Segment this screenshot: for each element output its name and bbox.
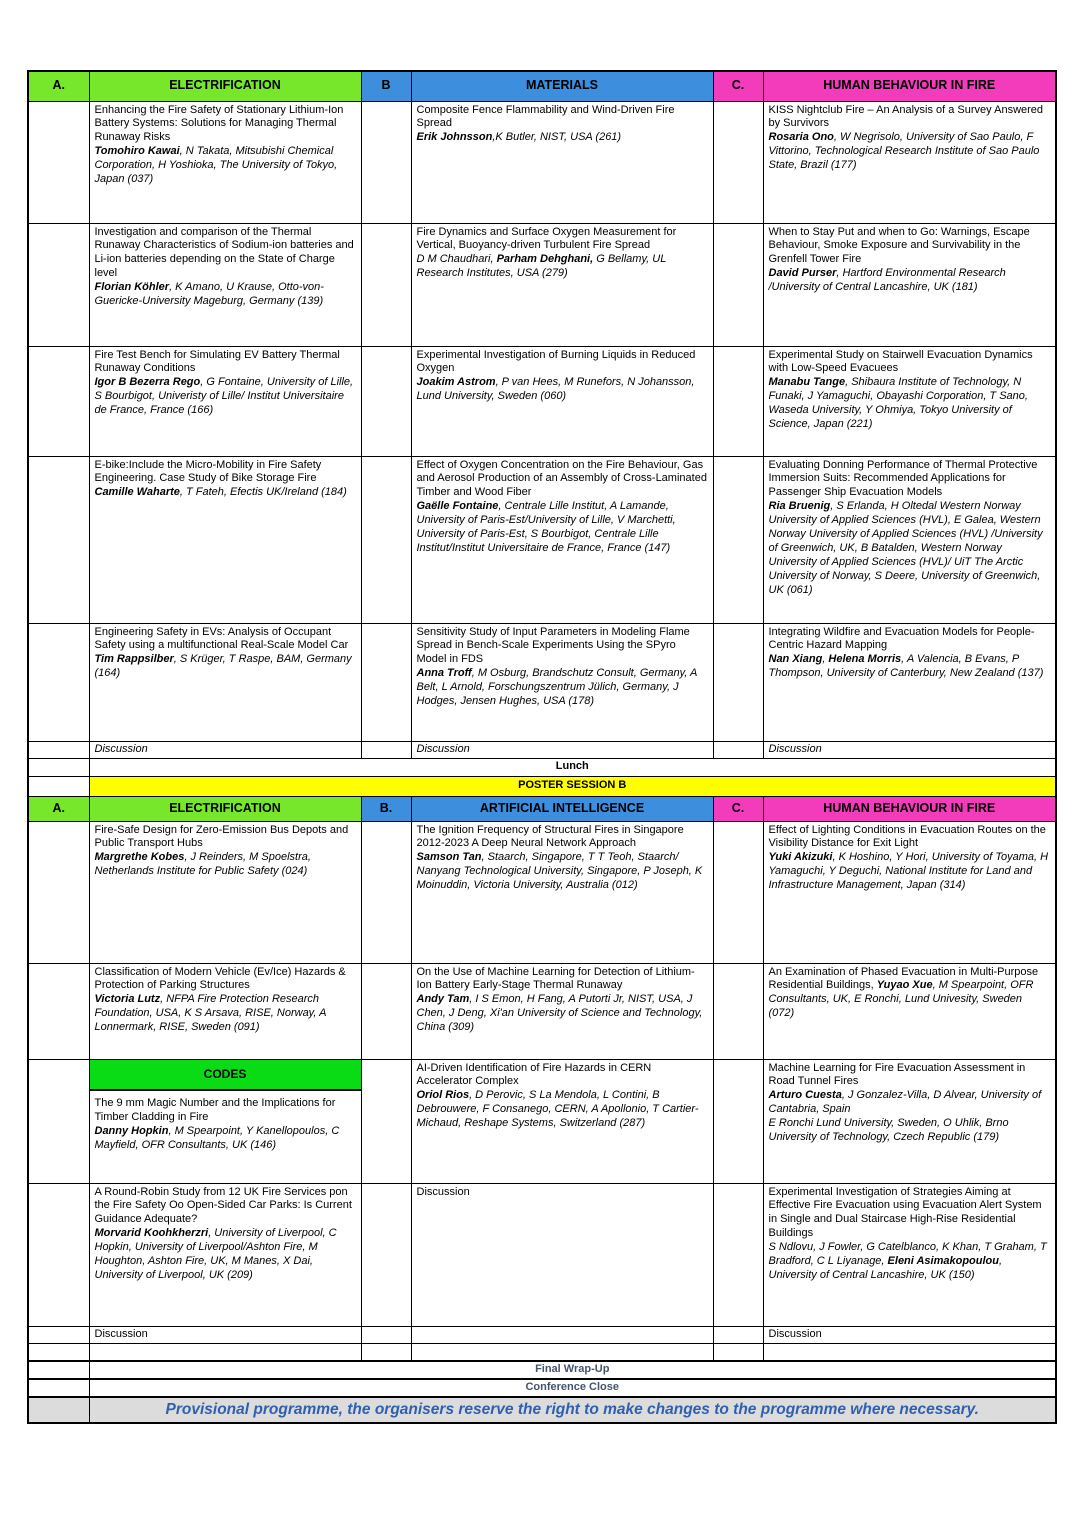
paper-text: , S Erlanda, H Oltedal Western Norway University of Applied Sciences (HVL), E Galea, Western Norway University of Applied Sciences (HVL) /University of Greenwich, UK, B Batalden, Western Norway University of Applied Sciences (HVL)/ UiT The Arctic University of Norway, S Deere, University of Greenwich, UK (061) (768, 500, 1043, 597)
track-letter-c: C. (713, 71, 763, 101)
final-wrap-up-row: Final Wrap-Up (89, 1361, 1056, 1379)
table-row (28, 346, 1056, 456)
poster-session-b-row: POSTER SESSION B (89, 776, 1056, 796)
paper-text: , W Negrisolo, University of Sao Paulo, F Vittorino, Technological Research Institute of Sao Paulo State, Brazil (177) (768, 131, 1040, 172)
spacer-cell (28, 623, 89, 741)
author-lead: Tim Rappsilber (94, 653, 174, 666)
paper-text: , (822, 653, 829, 666)
track-title-artificialintelligence: ARTIFICIAL INTELLIGENCE (411, 796, 713, 821)
spacer-cell (28, 758, 89, 776)
spacer-cell (28, 1183, 89, 1326)
paper-cell (763, 346, 1056, 456)
table-row (28, 623, 1056, 741)
author-lead: Yuki Akizuki (768, 851, 833, 864)
paper-text: Effect of Oxygen Concentration on the Fire Behaviour, Gas and Aerosol Production of an Assembly of Cross-Laminated Timber and Wood Fiber (416, 458, 707, 499)
paper-cell-body (90, 1095, 361, 1155)
paper-text: , M Spearpoint, Y Kanellopoulos, C Mayfield, OFR Consultants, UK (146) (94, 1124, 340, 1151)
paper-text: , J Reinders, M Spoelstra, Netherlands Institute for Public Safety (024) (94, 851, 311, 878)
paper-text: , Centrale Lille Institut, A Lamande, University of Paris-Est/University of Lille, V Marchetti, University of Paris-Est, S Bourbigot, Centrale Lille Institut/Institut Universitaire de France, France (147) (416, 500, 676, 555)
paper-text: Engineering Safety in EVs: Analysis of Occupant Safety using a multifunctional Real-Scale Model Car (94, 625, 349, 652)
table-row (28, 758, 1056, 776)
author-lead: Andy Tam (416, 993, 470, 1006)
paper-cell (89, 346, 361, 456)
spacer-cell (713, 346, 763, 456)
paper-text: Experimental Study on Stairwell Evacuation Dynamics with Low-Speed Evacuees (768, 348, 1033, 375)
spacer-cell (713, 1059, 763, 1183)
track-letter-b: B (361, 71, 411, 101)
paper-text: , NFPA Fire Protection Research Foundation, USA, K S Arsava, RISE, Norway, A Lonnermark, RISE, Sweden (091) (94, 993, 326, 1034)
paper-text: A Round-Robin Study from 12 UK Fire Services pon the Fire Safety Oo Open-Sided Car Parks: Is Current Guidance Adequate? (94, 1185, 352, 1226)
paper-cell (763, 623, 1056, 741)
discussion-label: Discussion (768, 1327, 822, 1340)
empty-cell (763, 1343, 1056, 1361)
spacer-cell (28, 1059, 89, 1183)
spacer-cell (28, 1397, 89, 1423)
track-title-electrification: ELECTRIFICATION (89, 71, 361, 101)
spacer-cell (361, 346, 411, 456)
track-title-materials: MATERIALS (411, 71, 713, 101)
spacer-cell (28, 741, 89, 758)
paper-text: Fire Test Bench for Simulating EV Battery Thermal Runaway Conditions (94, 348, 340, 375)
author-lead: Manabu Tange (768, 376, 846, 389)
spacer-cell (361, 223, 411, 346)
paper-text: , P van Hees, M Runefors, N Johansson, Lund University, Sweden (060) (416, 376, 695, 403)
paper-cell (763, 223, 1056, 346)
paper-text: , S Krüger, T Raspe, BAM, Germany (164) (94, 653, 352, 680)
table-row (28, 1379, 1056, 1397)
paper-text: When to Stay Put and when to Go: Warnings, Escape Behaviour, Smoke Exposure and Survivability in the Grenfell Tower Fire (768, 225, 1030, 266)
paper-text: Evaluating Donning Performance of Thermal Protective Immersion Suits: Recommended Applications for Passenger Ship Evacuation Models (768, 458, 1038, 499)
paper-text: ,K Butler, NIST, USA (261) (492, 131, 622, 144)
paper-text: , T Fateh, Efectis UK/Ireland (184) (179, 486, 347, 499)
paper-text: D M Chaudhari, (416, 253, 497, 266)
paper-text: Enhancing the Fire Safety of Stationary Lithium-Ion Battery Systems: Solutions for Managing Thermal Runaway Risks (94, 103, 344, 144)
paper-cell (89, 1183, 361, 1326)
paper-text: , Hartford Environmental Research /University of Central Lancashire, UK (181) (768, 267, 1006, 294)
spacer-cell (361, 1059, 411, 1183)
paper-text: Machine Learning for Fire Evacuation Assessment in Road Tunnel Fires (768, 1061, 1026, 1088)
paper-cell (411, 963, 713, 1059)
author-lead: Tomohiro Kawai (94, 145, 180, 158)
paper-cell (89, 821, 361, 963)
empty-cell (713, 1343, 763, 1361)
paper-cell (89, 1059, 361, 1183)
spacer-cell (28, 346, 89, 456)
paper-cell (763, 963, 1056, 1059)
spacer-cell (713, 821, 763, 963)
author-lead: Eleni Asimakopoulou (887, 1255, 999, 1268)
paper-text: The Ignition Frequency of Structural Fires in Singapore 2012-2023 A Deep Neural Network Approach (416, 823, 684, 850)
author-lead: Oriol Rios (416, 1089, 470, 1102)
programme-table (27, 70, 1057, 1424)
discussion-cell (89, 1326, 361, 1343)
paper-text: , N Takata, Mitsubishi Chemical Corporation, H Yoshioka, The University of Tokyo, Japan (037) (94, 145, 338, 186)
spacer-cell (361, 456, 411, 623)
paper-text: An Examination of Phased Evacuation in Multi-Purpose Residential Buildings, (768, 965, 1039, 992)
spacer-cell (713, 1183, 763, 1326)
track-letter-a: A. (28, 71, 89, 101)
spacer-cell (713, 456, 763, 623)
author-lead: Yuyao Xue (876, 979, 933, 992)
spacer-cell (361, 963, 411, 1059)
paper-text: , D Perovic, S La Mendola, L Contini, B Debrouwere, F Consanego, CERN, A Apollonio, T Cartier-Michaud, Reshape Systems, Switzerland (287) (416, 1089, 699, 1130)
spacer-cell (361, 101, 411, 223)
spacer-cell (28, 821, 89, 963)
spacer-cell (713, 963, 763, 1059)
author-lead: Morvarid Koohkherzri (94, 1227, 209, 1240)
track-title-humanbehaviourinfire: HUMAN BEHAVIOUR IN FIRE (763, 71, 1056, 101)
spacer-cell (28, 1361, 89, 1379)
paper-cell (411, 346, 713, 456)
paper-text: , M Osburg, Brandschutz Consult, Germany, A Belt, L Arnold, Forschungszentrum Jülich, Germany, J Hodges, Jensen Hughes, USA (178) (416, 667, 697, 708)
track-letter-a: A. (28, 796, 89, 821)
discussion-label: Discussion (416, 742, 470, 755)
empty-cell (28, 1343, 89, 1361)
author-lead: Erik Johnsson (416, 131, 493, 144)
empty-cell (361, 1343, 411, 1361)
discussion-label: Discussion (94, 742, 148, 755)
author-lead: Parham Dehghani, (496, 253, 594, 266)
author-lead: Nan Xiang (768, 653, 823, 666)
table-row (28, 1183, 1056, 1326)
paper-text: S Ndlovu, J Fowler, G Catelblanco, K Khan, T Graham, T Bradford, C L Liyanage, (768, 1241, 1047, 1268)
paper-cell (89, 963, 361, 1059)
paper-text: , Shibaura Institute of Technology, N Funaki, J Yamaguchi, Obayashi Corporation, T Sano, Waseda University, Y Ohmiya, Tokyo University of Science, Japan (221) (768, 376, 1028, 431)
track-letter-b: B. (361, 796, 411, 821)
spacer-cell (361, 821, 411, 963)
author-lead: Igor B Bezerra Rego (94, 376, 201, 389)
paper-text: , A Valencia, B Evans, P Thompson, University of Canterbury, New Zealand (137) (768, 653, 1044, 680)
spacer-cell (361, 623, 411, 741)
spacer-cell (361, 1326, 411, 1343)
paper-text: , Staarch, Singapore, T T Teoh, Staarch/ Nanyang Technological University, Singapore, P Joseph, K Moinuddin, Victoria University, Australia (012) (416, 851, 703, 892)
discussion-cell (411, 741, 713, 758)
paper-text: , K Hoshino, Y Hori, (832, 851, 932, 864)
table-row (28, 1361, 1056, 1379)
paper-text: , K Amano, U Krause, Otto-von-Guericke-University Mageburg, Germany (139) (94, 281, 324, 308)
spacer-cell (713, 223, 763, 346)
paper-text: G Bellamy, UL Research Institutes, USA (279) (416, 253, 667, 280)
spacer-cell (28, 1379, 89, 1397)
table-row (28, 101, 1056, 223)
paper-cell (411, 1059, 713, 1183)
author-lead: Ria Bruenig (768, 500, 831, 513)
paper-text: KISS Nightclub Fire – An Analysis of a Survey Answered by Survivors (768, 103, 1044, 130)
subsection-header-codes: CODES (90, 1060, 361, 1091)
paper-cell (763, 1183, 1056, 1326)
author-lead: Margrethe Kobes (94, 851, 185, 864)
paper-text: E-bike:Include the Micro-Mobility in Fire Safety Engineering. Case Study of Bike Storage Fire (94, 458, 322, 485)
spacer-cell (713, 101, 763, 223)
paper-text: , University of Central Lancashire, UK (150) (768, 1255, 1003, 1282)
table-row (28, 776, 1056, 796)
paper-cell (763, 456, 1056, 623)
author-lead: Joakim Astrom (416, 376, 496, 389)
paper-text: Effect of Lighting Conditions in Evacuation Routes on the Visibility Distance for Exit Light (768, 823, 1046, 850)
paper-cell (763, 1059, 1056, 1183)
discussion-label: Discussion (768, 742, 822, 755)
author-lead: Camille Waharte (94, 486, 180, 499)
paper-text: On the Use of Machine Learning for Detection of Lithium-Ion Battery Early-Stage Thermal Runaway (416, 965, 695, 992)
paper-text: Experimental Investigation of Strategies Aiming at Effective Fire Evacuation using Evacuation Alert System in Single and Dual Staircase High-Rise Residential Buildings (768, 1185, 1042, 1240)
paper-text: , University of Liverpool, C Hopkin, University of Liverpool/Ashton Fire, M Houghton, Ashton Fire, UK, M Manes, X Dai, University of Liverpool, UK (209) (94, 1227, 337, 1282)
table-row (28, 796, 1056, 821)
table-row (28, 1343, 1056, 1361)
empty-cell (89, 1343, 361, 1361)
track-letter-c: C. (713, 796, 763, 821)
paper-text: Sensitivity Study of Input Parameters in Modeling Flame Spread in Bench-Scale Experiments Using the SPyro Model in FDS (416, 625, 690, 666)
discussion-label: Discussion (94, 1327, 148, 1340)
spacer-cell (713, 623, 763, 741)
paper-cell (411, 821, 713, 963)
table-row (28, 821, 1056, 963)
spacer-cell (713, 1326, 763, 1343)
paper-cell (89, 456, 361, 623)
paper-cell (411, 456, 713, 623)
author-lead: Florian Köhler (94, 281, 170, 294)
spacer-cell (28, 223, 89, 346)
paper-text: , M Spearpoint, OFR Consultants, UK, E Ronchi, Lund Univesity, Sweden (072) (768, 979, 1034, 1020)
spacer-cell (361, 1183, 411, 1326)
spacer-cell (28, 963, 89, 1059)
paper-cell (89, 623, 361, 741)
discussion-cell (763, 1326, 1056, 1343)
author-lead: Gaëlle Fontaine (416, 500, 499, 513)
paper-cell (89, 101, 361, 223)
table-row (28, 741, 1056, 758)
paper-text: E Ronchi Lund University, Sweden, O Uhlik, Brno University of Technology, Czech Republic (179) (768, 1117, 1009, 1144)
track-title-humanbehaviourinfire: HUMAN BEHAVIOUR IN FIRE (763, 796, 1056, 821)
paper-text: Integrating Wildfire and Evacuation Models for People- Centric Hazard Mapping (768, 625, 1035, 652)
author-lead: Samson Tan (416, 851, 482, 864)
paper-text: Experimental Investigation of Burning Liquids in Reduced Oxygen (416, 348, 696, 375)
spacer-cell (713, 741, 763, 758)
table-row (28, 1326, 1056, 1343)
discussion-cell (763, 741, 1056, 758)
author-lead: Arturo Cuesta (768, 1089, 842, 1102)
table-row (28, 223, 1056, 346)
track-title-electrification: ELECTRIFICATION (89, 796, 361, 821)
paper-text: Fire Dynamics and Surface Oxygen Measurement for Vertical, Buoyancy-driven Turbulent Fire Spread (416, 225, 677, 252)
paper-text: University of Toyama, H Yamaguchi, Y Deguchi, National Institute for Land and Infrastructure Management, Japan (314) (768, 851, 1049, 892)
paper-cell (411, 1183, 713, 1326)
paper-text: Investigation and comparison of the Thermal Runaway Characteristics of Sodium-ion batteries and Li-ion batteries depending on the State of Charge level (94, 225, 354, 280)
spacer-cell (28, 101, 89, 223)
table-row (28, 1397, 1056, 1423)
paper-cell (411, 101, 713, 223)
spacer-cell (28, 456, 89, 623)
conference-close-row: Conference Close (89, 1379, 1056, 1397)
spacer-cell (28, 776, 89, 796)
paper-text: , J Gonzalez-Villa, D Alvear, University of Cantabria, Spain (768, 1089, 1042, 1116)
paper-cell (89, 223, 361, 346)
paper-cell (763, 821, 1056, 963)
author-lead: Anna Troff (416, 667, 472, 680)
paper-text: , I S Emon, H Fang, A Putorti Jr, NIST, USA, J Chen, J Deng, Xi'an University of Science and Technology, China (309) (416, 993, 703, 1034)
discussion-cell (89, 741, 361, 758)
paper-cell (763, 101, 1056, 223)
paper-text: Classification of Modern Vehicle (Ev/Ice) Hazards & Protection of Parking Structures (94, 965, 346, 992)
table-row (28, 963, 1056, 1059)
spacer-cell (28, 1326, 89, 1343)
author-lead: Victoria Lutz (94, 993, 161, 1006)
provisional-notice: Provisional programme, the organisers reserve the right to make changes to the programme where necessary. (89, 1397, 1056, 1423)
paper-text: Fire-Safe Design for Zero-Emission Bus Depots and Public Transport Hubs (94, 823, 349, 850)
author-lead: Helena Morris (828, 653, 902, 666)
author-lead: Rosaria Ono (768, 131, 834, 144)
paper-text: , G Fontaine, University of Lille, S Bourbigot, Univeristy of Lille/ Institut Universitaire de France, France (166) (94, 376, 354, 417)
author-lead: Danny Hopkin (94, 1124, 169, 1137)
table-row (28, 456, 1056, 623)
paper-text: Composite Fence Flammability and Wind-Driven Fire Spread (416, 103, 675, 130)
spacer-cell (361, 741, 411, 758)
paper-cell (411, 623, 713, 741)
paper-cell (411, 223, 713, 346)
discussion-cell (411, 1326, 713, 1343)
lunch-row: Lunch (89, 758, 1056, 776)
author-lead: David Purser (768, 267, 837, 280)
paper-text: The 9 mm Magic Number and the Implications for Timber Cladding in Fire (94, 1096, 336, 1123)
table-row (28, 1059, 1056, 1183)
paper-text: Discussion (416, 1185, 470, 1198)
paper-text: AI-Driven Identification of Fire Hazards in CERN Accelerator Complex (416, 1061, 652, 1088)
empty-cell (411, 1343, 713, 1361)
table-row (28, 71, 1056, 101)
